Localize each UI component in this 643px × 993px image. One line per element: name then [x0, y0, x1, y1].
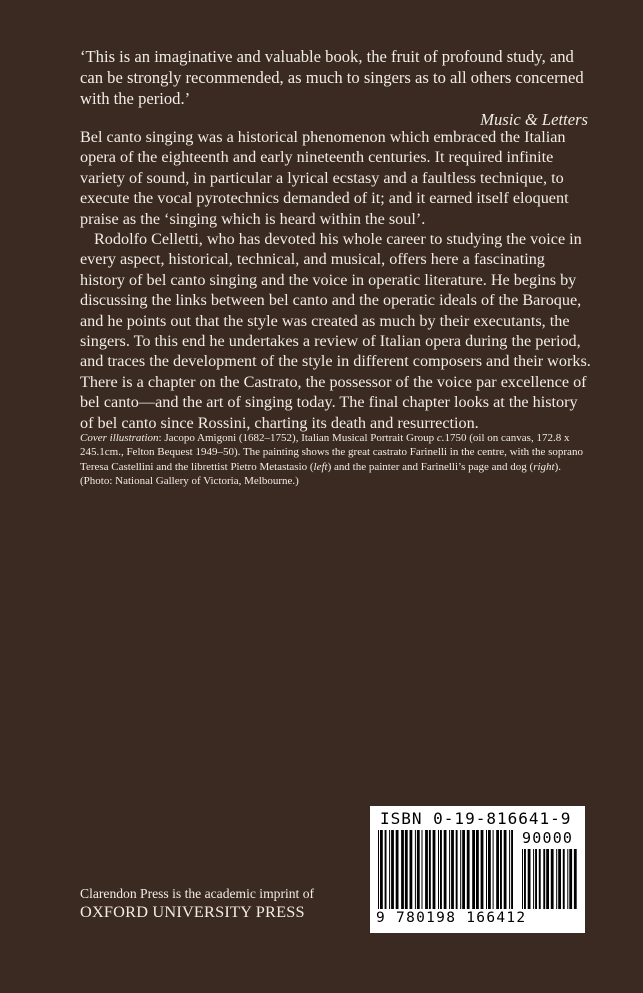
- isbn-text: ISBN 0-19-816641-9: [380, 809, 572, 828]
- credit-right: right: [533, 460, 555, 473]
- imprint-line: Clarendon Press is the academic imprint of: [80, 886, 315, 901]
- credit-circa: c.: [436, 432, 445, 444]
- publisher-name: OXFORD UNIVERSITY PRESS: [80, 902, 305, 921]
- quote-text: ‘This is an imaginative and valuable book, the fruit of profound study, and can be strongly recommended, as much to singers as to all others concerned with the period.’: [80, 47, 584, 108]
- cover-illustration-label: Cover illustration: [80, 432, 159, 444]
- credit-part-2: 1750 (oil on canvas, 172.8 x 245.1cm., Felton Bequest 1949–50). The painting shows the great castrato Farinelli in the centre, with the soprano Teresa Castellini and the librettist Pietro Metastasio (: [80, 432, 583, 473]
- isbn-barcode: [370, 806, 585, 933]
- ean-digits: 9 780198 166412: [376, 910, 527, 926]
- quote-attribution: Music & Letters: [480, 110, 588, 129]
- credit-part-3: ) and the painter and Farinelli’s page and dog (: [327, 460, 534, 473]
- addon-digits: 90000: [522, 829, 574, 847]
- cover-illustration-credit: [80, 431, 595, 489]
- credit-part-4: ). (Photo: National Gallery of Victoria, Melbourne.): [80, 460, 562, 488]
- description-paragraph-1: Bel canto singing was a historical phenomenon which embraced the Italian opera of the eighteenth and early nineteenth centuries. It required infinite variety of sound, in particular a lyrical ecstasy and a faultless technique, to execute the vocal pyrotechnics demanded of it; and it earned itself eloquent praise as the ‘singing which is heard within the soul’.: [80, 128, 569, 228]
- review-quote: [80, 46, 588, 130]
- description-paragraph-2: Rodolfo Celletti, who has devoted his whole career to studying the voice in every aspect, historical, technical, and musical, offers here a fascinating history of bel canto singing and the voice in operatic literature. He begins by discussing the links between bel canto and the operatic ideals of the Baroque, and he points out that the style was created as much by their executants, the singers. To this end he undertakes a review of Italian opera during the period, and traces the development of the style in different composers and their works. There is a chapter on the Castrato, the possessor of the voice par excellence of bel canto—and the art of singing today. The final chapter looks at the history of bel canto since Rossini, charting its death and resurrection.: [80, 230, 591, 432]
- publisher-imprint: [80, 885, 380, 922]
- book-description: [80, 127, 592, 433]
- credit-left: left: [313, 460, 328, 473]
- credit-part-1: : Jacopo Amigoni (1682–1752), Italian Musical Portrait Group: [158, 432, 437, 444]
